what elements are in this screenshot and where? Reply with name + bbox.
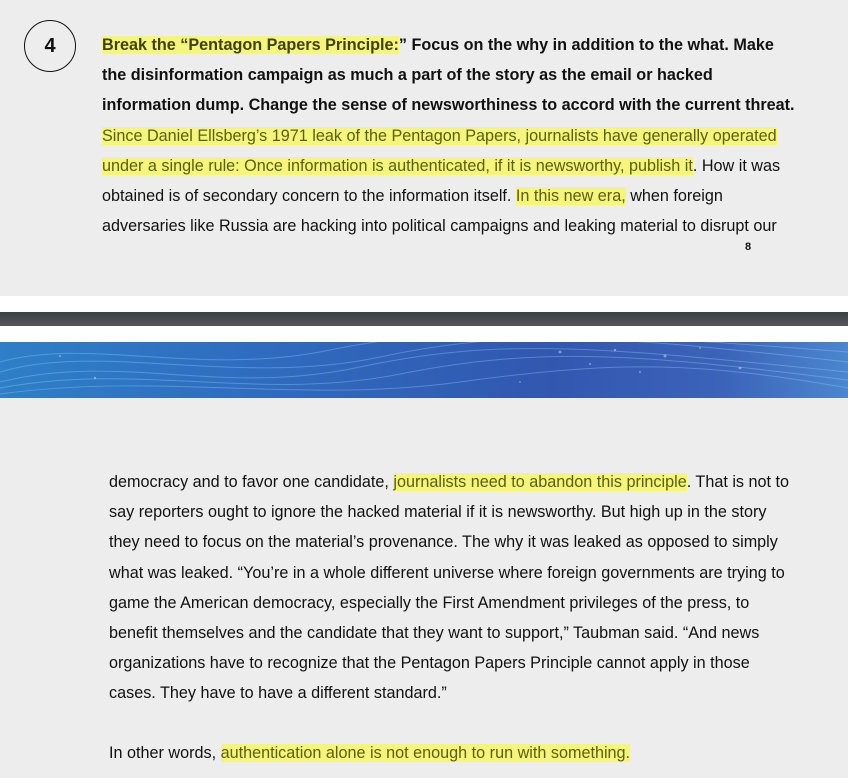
step-number: 4 — [44, 34, 56, 57]
page-gap — [0, 296, 848, 312]
text-line — [109, 648, 809, 678]
page-number: 8 — [745, 241, 752, 253]
text-line — [102, 60, 802, 90]
closing-paragraph — [109, 738, 630, 768]
page-gap — [0, 326, 848, 342]
text-segment: cases. They have to have a different standard.” — [109, 684, 447, 703]
text-line — [102, 121, 802, 151]
text-line — [109, 618, 809, 648]
decorative-banner — [0, 342, 848, 398]
text-segment: obtained is of secondary concern to the information itself. — [102, 187, 516, 206]
text-line — [102, 90, 802, 120]
banner-wave-graphic — [0, 342, 848, 398]
text-line — [109, 558, 809, 588]
text-segment: they need to focus on the material’s provenance. The why it was leaked as opposed to simply — [109, 533, 778, 552]
text-segment: organizations have to recognize that the Pentagon Papers Principle cannot apply in those — [109, 654, 750, 673]
body-paragraph — [109, 467, 809, 709]
text-segment: the disinformation campaign as much a part of the story as the email or hacked — [102, 66, 713, 85]
highlighted-text: journalists need to abandon this principle — [393, 473, 687, 491]
text-segment: what was leaked. “You’re in a whole different universe where foreign governments are trying to — [109, 563, 785, 582]
text-line — [102, 181, 802, 211]
highlighted-text: authentication alone is not enough to run with something. — [220, 744, 631, 762]
highlighted-text: Break the “Pentagon Papers Principle: — [102, 36, 399, 54]
text-line — [102, 211, 802, 241]
text-segment: when foreign — [625, 187, 723, 206]
text-segment: game the American democracy, especially the First Amendment privileges of the press, to — [109, 593, 750, 612]
text-segment: adversaries like Russia are hacking into political campaigns and leaking material to disrupt our — [102, 217, 777, 236]
text-segment: ” Focus on the why in addition to the what. Make — [398, 36, 774, 54]
text-segment: say reporters ought to ignore the hacked material if it is newsworthy. But high up in the story — [109, 503, 767, 522]
highlighted-text: under a single rule: Once information is authenticated, if it is newsworthy, publish it — [102, 156, 693, 175]
text-segment: democracy and to favor one candidate, — [109, 473, 394, 491]
text-line — [109, 678, 809, 708]
text-line — [109, 467, 809, 497]
highlighted-text: Since Daniel Ellsberg’s 1971 leak of the Pentagon Papers, journalists have generally operated — [102, 126, 777, 145]
recommendation-paragraph — [102, 30, 802, 241]
text-line — [109, 527, 809, 557]
step-number-badge — [24, 20, 76, 72]
text-line — [109, 588, 809, 618]
text-segment: In other words, — [109, 744, 221, 762]
text-line — [102, 151, 802, 181]
page-divider-bar — [0, 312, 848, 326]
text-segment: benefit themselves and the candidate that they want to support,” Taubman said. “And news — [109, 624, 760, 643]
highlighted-text: In this new era, — [515, 187, 626, 206]
text-segment: . That is not to — [686, 473, 790, 491]
text-line — [109, 497, 809, 527]
text-segment: . How it was — [692, 156, 781, 175]
text-line — [102, 30, 802, 60]
text-segment: information dump. Change the sense of newsworthiness to accord with the current threat. — [102, 96, 795, 115]
